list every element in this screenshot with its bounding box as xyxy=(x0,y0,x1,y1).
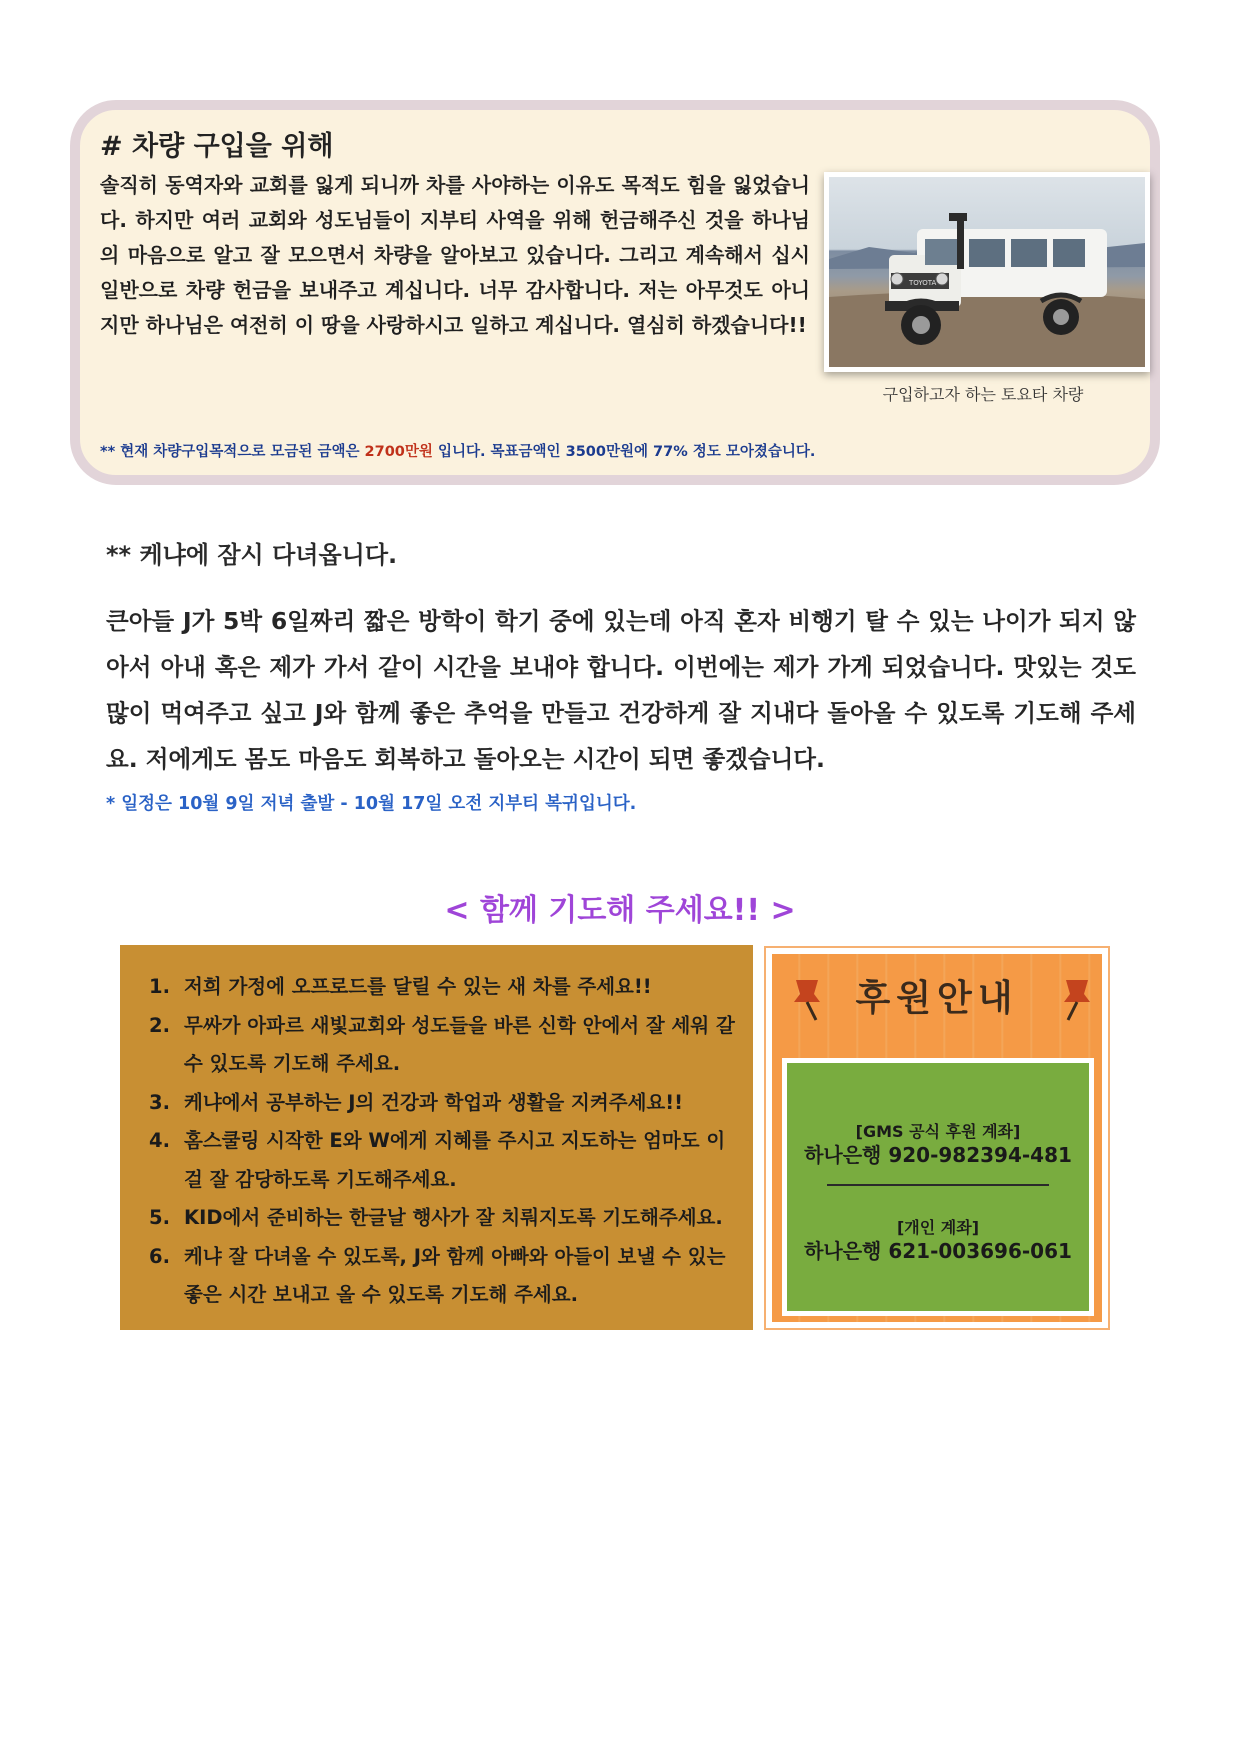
prayer-item xyxy=(140,1084,740,1123)
prayer-item xyxy=(140,1122,740,1199)
prayer-item-number: 1. xyxy=(149,975,170,998)
sponsorship-title: 후원안내 xyxy=(855,978,1019,1019)
official-account-label: [GMS 공식 후원 계좌] xyxy=(855,1122,1021,1141)
fund-note-prefix: ** 현재 차량구입목적으로 모금된 금액은 xyxy=(100,444,365,460)
toyota-car-photo xyxy=(824,172,1150,372)
kenya-body-text: 큰아들 J가 5박 6일짜리 짧은 방학이 학기 중에 있는데 아직 혼자 비행기 탈 수 있는 나이가 되지 않아서 아내 혹은 제가 가서 같이 시간을 보내야 합니다. 이번에는 제가 가게 되었습니다. 맛있는 것도 많이 먹여주고 싶고 J와 함께 좋은 추억을 만들고 건강하게 잘 지내다 돌아올 수 있도록 기도해 주세요. 저에게도 몸도 마음도 회복하고 돌아오는 시간이 되면 좋겠습니다. xyxy=(106,607,1136,773)
prayer-item-text: 케냐에서 공부하는 J의 건강과 학업과 생활을 지켜주세요!! xyxy=(184,1090,684,1114)
prayer-request-box xyxy=(120,945,753,1330)
prayer-item-text: 저희 가정에 오프로드를 달릴 수 있는 새 차를 주세요!! xyxy=(184,975,652,998)
fund-status-note xyxy=(100,440,815,461)
vehicle-section xyxy=(70,100,1160,485)
sponsorship-board xyxy=(766,948,1108,1328)
account-divider xyxy=(827,1184,1049,1186)
prayer-item-number: 6. xyxy=(149,1244,170,1268)
prayer-item xyxy=(140,1238,740,1315)
official-account-number: 하나은행 920-982394-481 xyxy=(804,1143,1072,1167)
svg-text:TOYOTA: TOYOTA xyxy=(909,279,937,287)
prayer-item-text: 홈스쿨링 시작한 E와 W에게 지혜를 주시고 지도하는 엄마도 이걸 잘 감당하도록 기도해주세요. xyxy=(184,1129,726,1191)
prayer-item-number: 5. xyxy=(149,1206,170,1229)
prayer-item-number: 4. xyxy=(149,1129,170,1152)
prayer-item-number: 3. xyxy=(149,1090,170,1114)
fund-note-suffix: 입니다. 목표금액인 3500만원에 77% 정도 모아졌습니다. xyxy=(432,444,816,460)
prayer-item-number: 2. xyxy=(149,1013,170,1037)
car-photo-caption: 구입하고자 하는 토요타 차량 xyxy=(882,385,1084,404)
prayer-list xyxy=(140,968,740,1315)
prayer-item xyxy=(140,1007,740,1084)
kenya-schedule-note: * 일정은 10월 9일 저녁 출발 - 10월 17일 오전 지부티 복귀입니다. xyxy=(106,794,637,814)
vehicle-title: # 차량 구입을 위해 xyxy=(100,131,334,162)
prayer-item xyxy=(140,968,740,1007)
prayer-item-text: 케냐 잘 다녀올 수 있도록, J와 함께 아빠와 아들이 보낼 수 있는 좋은 시간 보내고 올 수 있도록 기도해 주세요. xyxy=(184,1244,726,1306)
kenya-heading: ** 케냐에 잠시 다녀옵니다. xyxy=(106,541,398,569)
prayer-item xyxy=(140,1199,740,1238)
prayer-item-text: 무싸가 아파르 새빛교회와 성도들을 바른 신학 안에서 잘 세워 갈 수 있도록 기도해 주세요. xyxy=(184,1013,735,1075)
prayer-item-text: KID에서 준비하는 한글날 행사가 잘 치뤄지도록 기도해주세요. xyxy=(184,1206,723,1229)
personal-account-number: 하나은행 621-003696-061 xyxy=(804,1239,1072,1263)
account-panel xyxy=(782,1058,1094,1316)
vehicle-body-text: 솔직히 동역자와 교회를 잃게 되니까 차를 사야하는 이유도 목적도 힘을 잃었습니다. 하지만 여러 교회와 성도님들이 지부티 사역을 위해 헌금해주신 것을 하나님의 마음으로 알고 잘 모으면서 차량을 알아보고 있습니다. 그리고 계속해서 십시일반으로 차량 헌금을 보내주고 계십니다. 너무 감사합니다. 저는 아무것도 아니지만 하나님은 여전히 이 땅을 사랑하시고 일하고 계십니다. 열심히 하겠습니다!! xyxy=(100,173,810,337)
prayer-title: < 함께 기도해 주세요!! > xyxy=(444,893,796,928)
personal-account-label: [개인 계좌] xyxy=(896,1218,980,1237)
fund-amount: 2700만원 xyxy=(364,444,433,460)
